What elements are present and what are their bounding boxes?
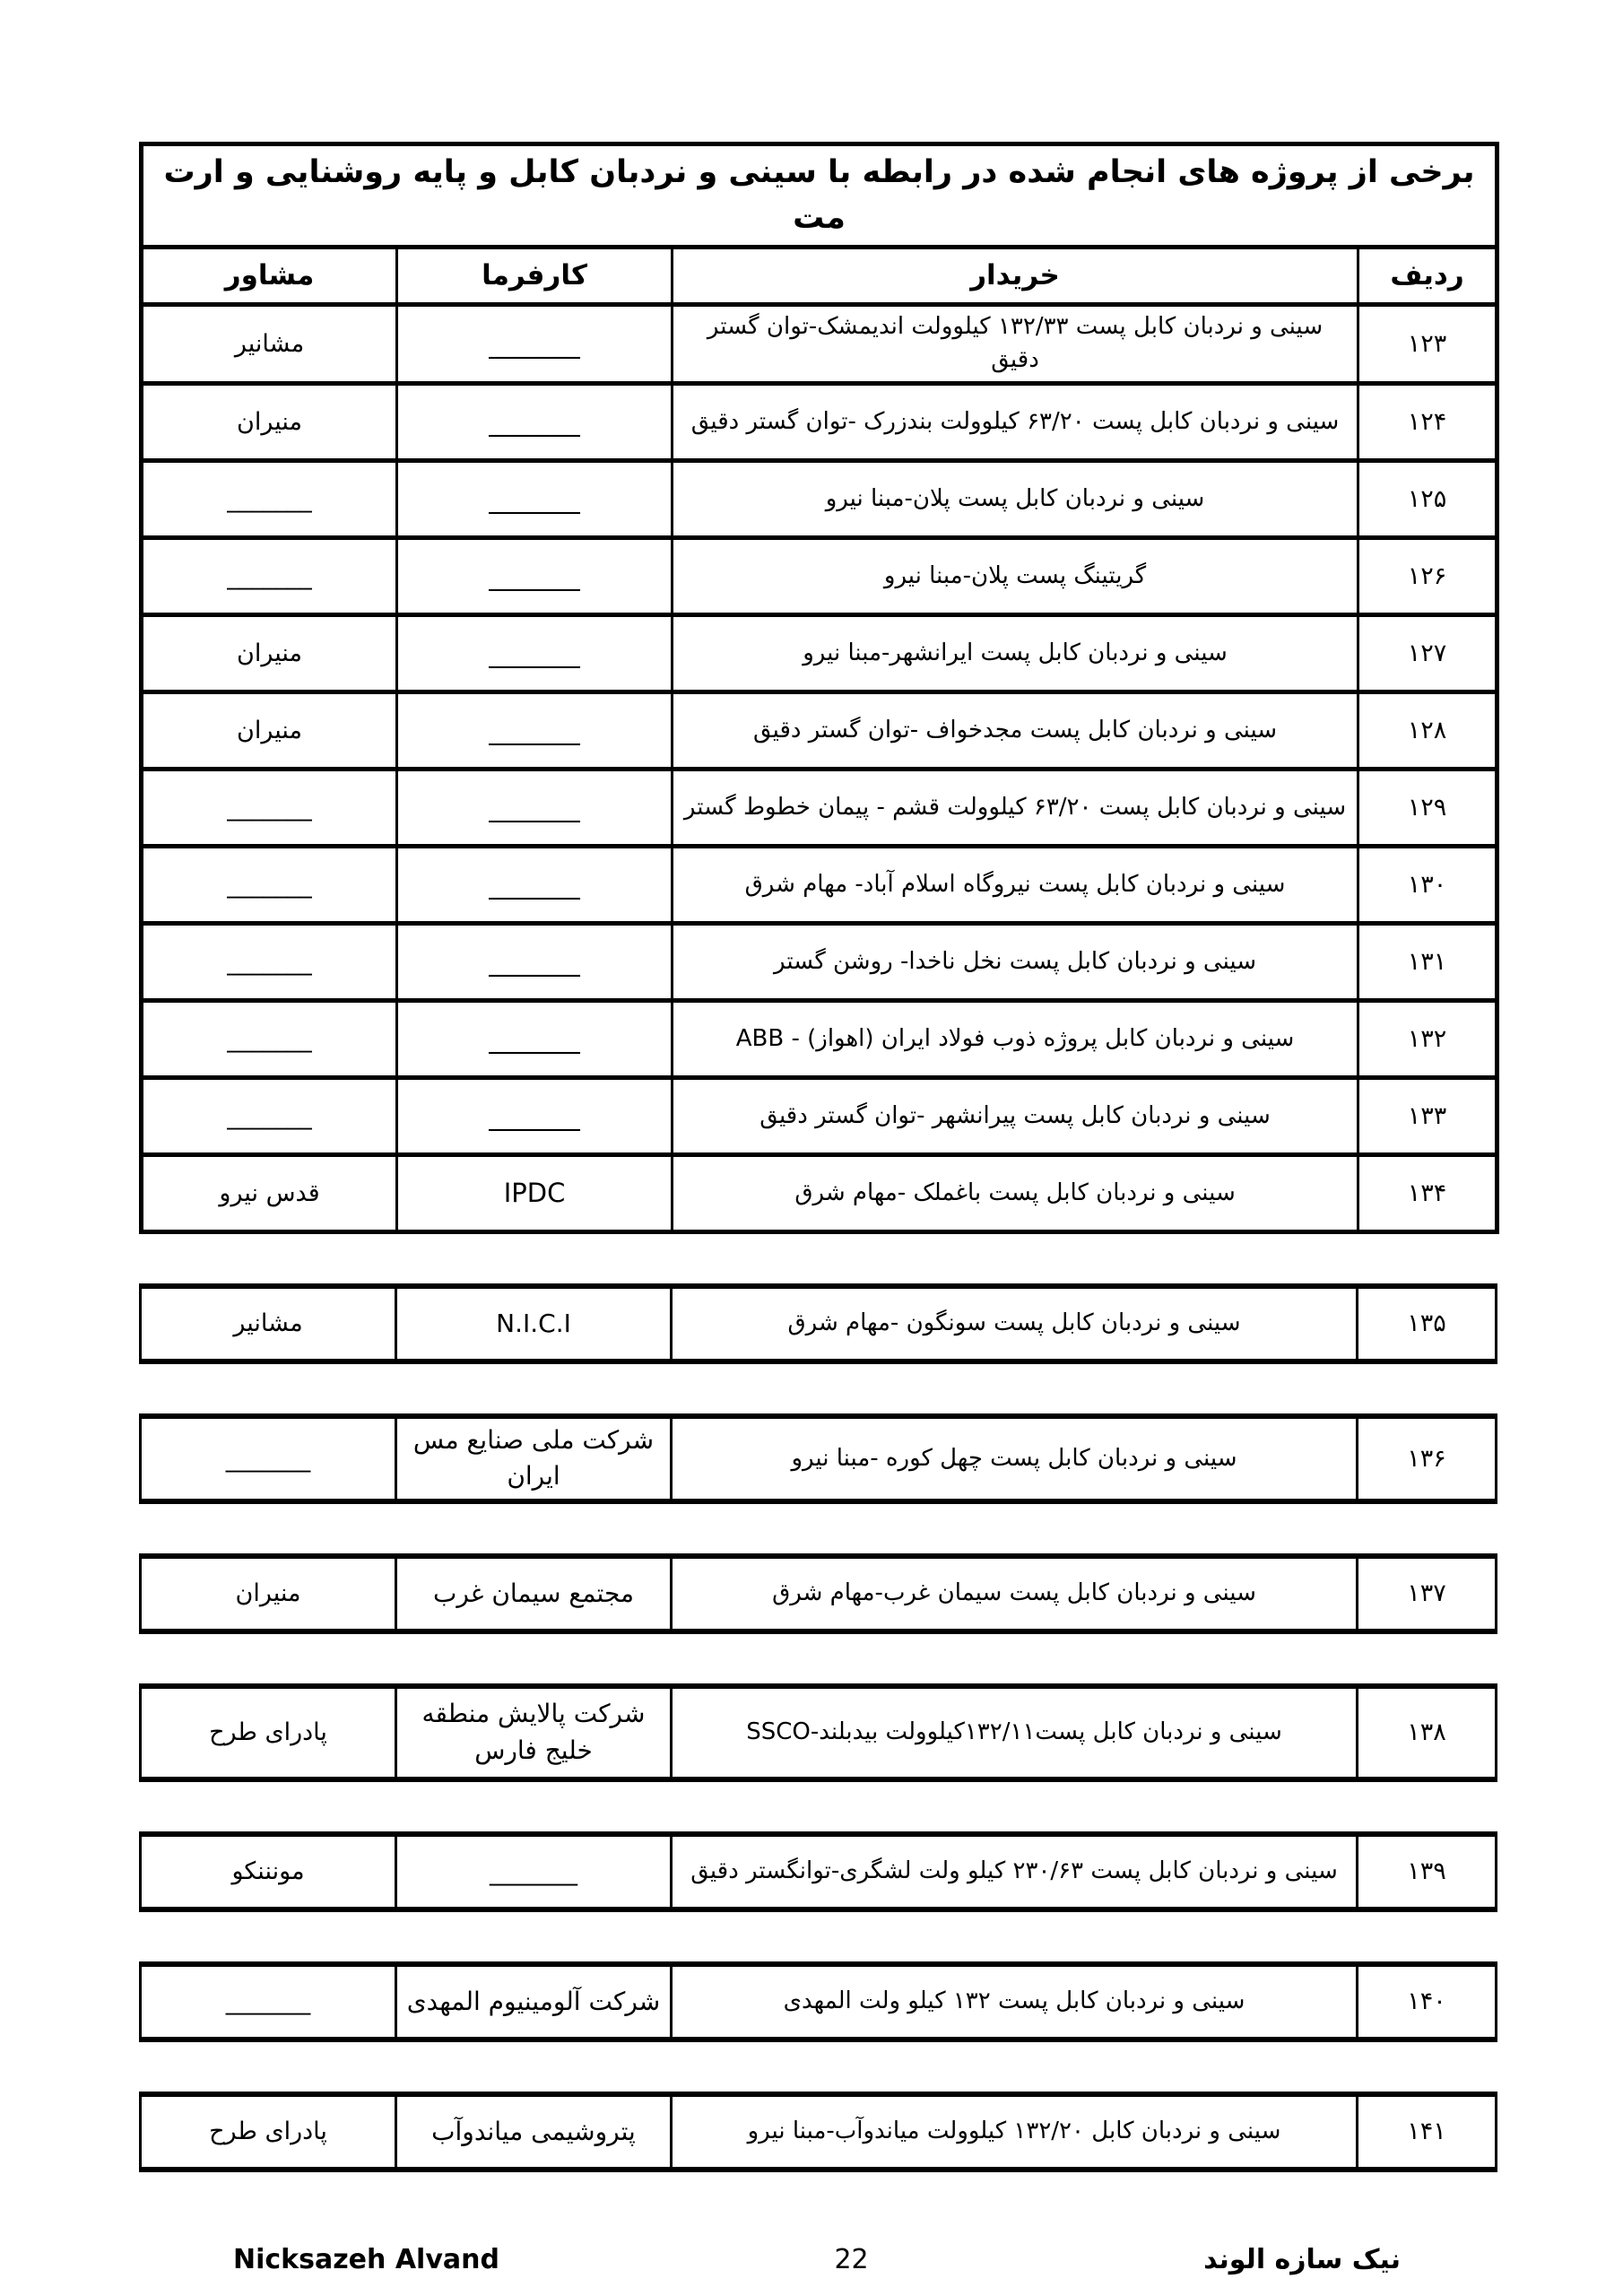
consultant-cell: منیران <box>142 691 397 769</box>
employer-cell: _______ <box>397 769 673 846</box>
row-number-cell: ۱۳۵ <box>1358 1286 1497 1361</box>
consultant-cell: _______ <box>142 1077 397 1154</box>
consultant-cell: _______ <box>142 460 397 537</box>
buyer-cell: سینی و نردبان کابل پروژه ذوب فولاد ایران (اهواز) - ABB <box>673 1000 1358 1077</box>
col-header-buyer: خریدار <box>673 247 1358 304</box>
footer-company-farsi: نیک سازه الوند <box>1203 2244 1401 2276</box>
table-row <box>142 537 1497 614</box>
row-number-cell: ۱۲۶ <box>1358 537 1497 614</box>
row-number-cell: ۱۳۳ <box>1358 1077 1497 1154</box>
table-row <box>142 846 1497 923</box>
employer-cell: _______ <box>397 923 673 1000</box>
buyer-cell: گریتینگ پست پلان-مبنا نیرو <box>673 537 1358 614</box>
row-number-cell: ۱۳۸ <box>1358 1686 1497 1779</box>
employer-cell: مجتمع سیمان غرب <box>396 1556 672 1631</box>
buyer-cell: سینی و نردبان کابل پست نیروگاه اسلام آباد- مهام شرق <box>673 846 1358 923</box>
detached-row-table <box>139 1961 1497 2042</box>
employer-cell: _______ <box>397 460 673 537</box>
page-number: 22 <box>834 2244 869 2276</box>
consultant-cell: منیران <box>142 383 397 460</box>
col-header-consultant: مشاور <box>142 247 397 304</box>
row-number-cell: ۱۲۸ <box>1358 691 1497 769</box>
buyer-cell: سینی و نردبان کابل پست ۱۳۲ کیلو ولت المهدی <box>672 1964 1358 2039</box>
row-number-cell: ۱۳۴ <box>1358 1154 1497 1231</box>
row-number-cell: ۱۳۹ <box>1358 1834 1497 1909</box>
table-row <box>142 1077 1497 1154</box>
buyer-cell: سینی و نردبان کابل پست۱۳۲/۱۱کیلوولت بیدبلند-SSCO <box>672 1686 1358 1779</box>
table-row <box>142 460 1497 537</box>
employer-cell: _______ <box>397 304 673 383</box>
buyer-cell: سینی و نردبان کابل پست سونگون -مهام شرق <box>672 1286 1358 1361</box>
employer-cell: شرکت آلومینیوم المهدی <box>396 1964 672 2039</box>
row-number-cell: ۱۳۰ <box>1358 846 1497 923</box>
employer-cell: _______ <box>397 1000 673 1077</box>
col-header-employer: کارفرما <box>397 247 673 304</box>
footer-company-latin: Nicksazeh Alvand <box>233 2244 499 2276</box>
consultant-cell: _______ <box>142 923 397 1000</box>
consultant-cell: _______ <box>141 1416 396 1501</box>
employer-cell: _______ <box>397 537 673 614</box>
table-row <box>142 1000 1497 1077</box>
table-row <box>142 691 1497 769</box>
buyer-cell: سینی و نردبان کابل ۱۳۲/۲۰ کیلوولت میاندوآب-مبنا نیرو <box>672 2094 1358 2170</box>
row-number-cell: ۱۲۴ <box>1358 383 1497 460</box>
employer-cell: _______ <box>397 614 673 691</box>
consultant-cell: _______ <box>142 1000 397 1077</box>
consultant-cell: مونننکو <box>141 1834 396 1909</box>
consultant-cell: مشانیر <box>142 304 397 383</box>
table-row <box>142 923 1497 1000</box>
buyer-cell: سینی و نردبان کابل پست ایرانشهر-مبنا نیرو <box>673 614 1358 691</box>
consultant-cell: منیران <box>141 1556 396 1631</box>
col-header-row-number: ردیف <box>1358 247 1497 304</box>
table-row <box>142 614 1497 691</box>
table-title: برخی از پروژه های انجام شده در رابطه با سینی و نردبان کابل و پایه روشنایی و ارت مت <box>142 144 1497 248</box>
consultant-cell: _______ <box>141 1964 396 2039</box>
buyer-cell: سینی و نردبان کابل پست باغملک -مهام شرق <box>673 1154 1358 1231</box>
projects-table <box>139 142 1499 1234</box>
employer-cell: _______ <box>397 691 673 769</box>
consultant-cell: _______ <box>142 537 397 614</box>
table-row <box>141 1686 1497 1779</box>
table-row <box>141 1556 1497 1631</box>
detached-row-table <box>139 1413 1497 1504</box>
row-number-cell: ۱۳۲ <box>1358 1000 1497 1077</box>
employer-cell: _______ <box>397 1077 673 1154</box>
table-row <box>141 1964 1497 2039</box>
detached-row-table <box>139 1831 1497 1912</box>
consultant-cell: منیران <box>142 614 397 691</box>
table-row <box>142 769 1497 846</box>
row-number-cell: ۱۲۷ <box>1358 614 1497 691</box>
table-row <box>141 1416 1497 1501</box>
table-header-row <box>142 247 1497 304</box>
employer-cell: شرکت پالایش منطقه خلیج فارس <box>396 1686 672 1779</box>
detached-row-table <box>139 1553 1497 1634</box>
employer-cell: _______ <box>397 846 673 923</box>
row-number-cell: ۱۳۱ <box>1358 923 1497 1000</box>
row-number-cell: ۱۴۰ <box>1358 1964 1497 2039</box>
buyer-cell: سینی و نردبان کابل پست پلان-مبنا نیرو <box>673 460 1358 537</box>
consultant-cell: پادرای طرح <box>141 1686 396 1779</box>
table-row <box>141 2094 1497 2170</box>
buyer-cell: سینی و نردبان کابل پست ۱۳۲/۳۳ کیلوولت اندیمشک-توان گستر دقیق <box>673 304 1358 383</box>
consultant-cell: قدس نیرو <box>142 1154 397 1231</box>
buyer-cell: سینی و نردبان کابل پست ۶۳/۲۰ کیلوولت بندزرک -توان گستر دقیق <box>673 383 1358 460</box>
employer-cell: IPDC <box>397 1154 673 1231</box>
consultant-cell: پادرای طرح <box>141 2094 396 2170</box>
document-page <box>139 0 1495 2275</box>
row-number-cell: ۱۲۳ <box>1358 304 1497 383</box>
table-row <box>141 1834 1497 1909</box>
table-row <box>142 1154 1497 1231</box>
table-row <box>142 304 1497 383</box>
consultant-cell: مشانیر <box>141 1286 396 1361</box>
buyer-cell: سینی و نردبان کابل پست مجدخواف -توان گستر دقیق <box>673 691 1358 769</box>
detached-row-table <box>139 1283 1497 1364</box>
consultant-cell: _______ <box>142 769 397 846</box>
table-row <box>141 1286 1497 1361</box>
employer-cell: شرکت ملی صنایع مس ایران <box>396 1416 672 1501</box>
row-number-cell: ۱۴۱ <box>1358 2094 1497 2170</box>
employer-cell: N.I.C.I <box>396 1286 672 1361</box>
table-row <box>142 383 1497 460</box>
row-number-cell: ۱۲۹ <box>1358 769 1497 846</box>
table-title-row <box>142 144 1497 248</box>
employer-cell: _______ <box>397 383 673 460</box>
buyer-cell: سینی و نردبان کابل پست سیمان غرب-مهام شرق <box>672 1556 1358 1631</box>
employer-cell: پتروشیمی میاندوآب <box>396 2094 672 2170</box>
row-number-cell: ۱۳۷ <box>1358 1556 1497 1631</box>
detached-row-table <box>139 2092 1497 2172</box>
consultant-cell: _______ <box>142 846 397 923</box>
employer-cell: _______ <box>396 1834 672 1909</box>
buyer-cell: سینی و نردبان کابل پست پیرانشهر -توان گستر دقیق <box>673 1077 1358 1154</box>
row-number-cell: ۱۳۶ <box>1358 1416 1497 1501</box>
row-number-cell: ۱۲۵ <box>1358 460 1497 537</box>
page-footer <box>139 2244 1495 2275</box>
detached-row-table <box>139 1683 1497 1782</box>
buyer-cell: سینی و نردبان کابل پست ۲۳۰/۶۳ کیلو ولت لشگری-توانگستر دقیق <box>672 1834 1358 1909</box>
buyer-cell: سینی و نردبان کابل پست نخل ناخدا- روشن گستر <box>673 923 1358 1000</box>
buyer-cell: سینی و نردبان کابل پست ۶۳/۲۰ کیلوولت قشم - پیمان خطوط گستر <box>673 769 1358 846</box>
buyer-cell: سینی و نردبان کابل پست چهل کوره -مبنا نیرو <box>672 1416 1358 1501</box>
